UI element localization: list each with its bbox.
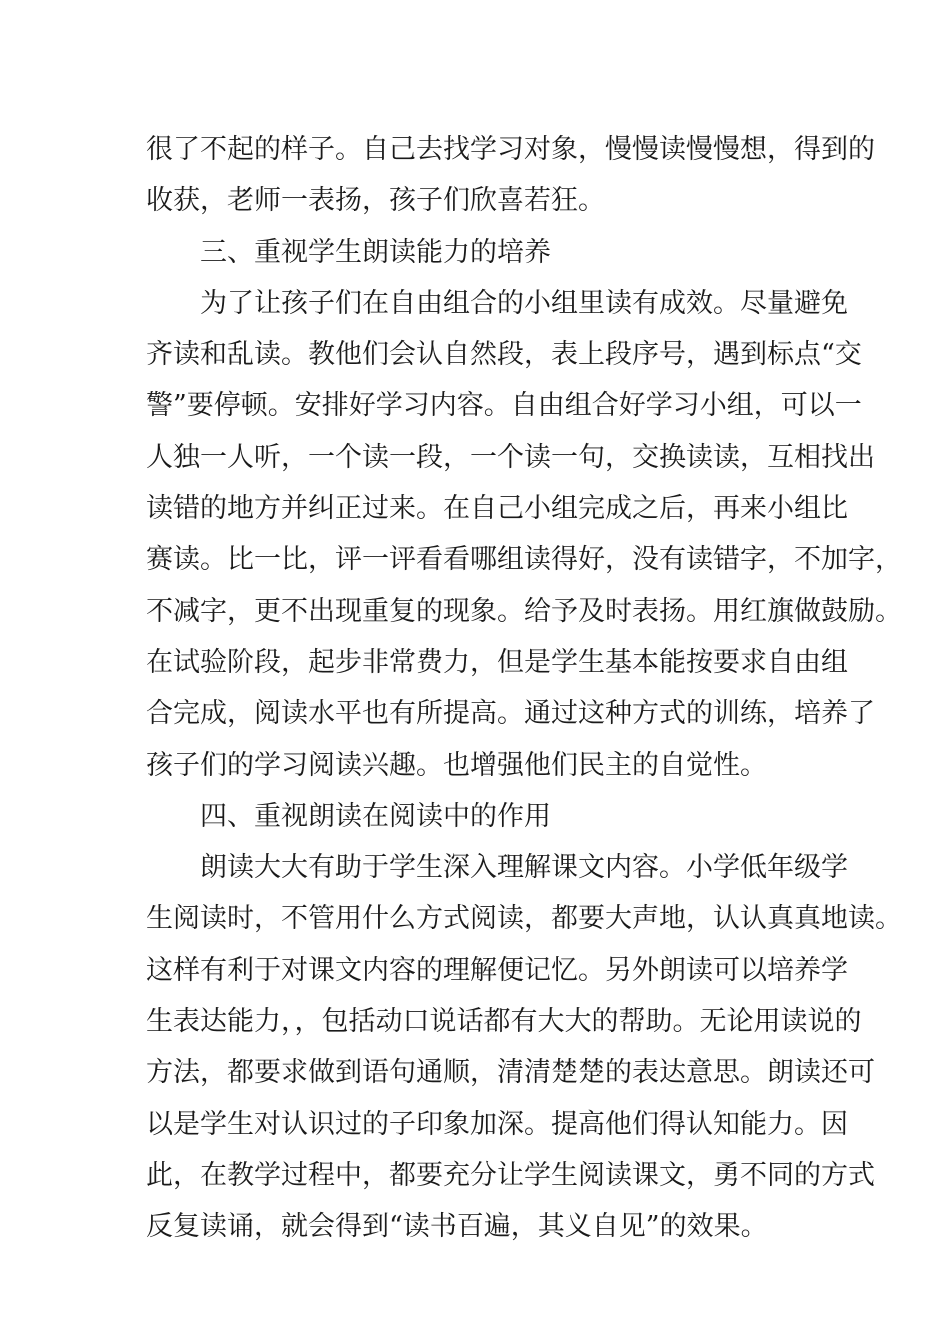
text-line-21: 此，在教学过程中，都要充分让学生阅读课文，勇不同的方式	[146, 1159, 875, 1191]
text-line-11: 在试验阶段，起步非常费力，但是学生基本能按要求自由组	[146, 646, 848, 678]
text-line-1: 很了不起的样子。自己去找学习对象，慢慢读慢慢想，得到的	[146, 134, 875, 165]
section-heading-3: 三、重视学生朗读能力的培养	[200, 236, 551, 268]
text-line-15: 朗读大大有助于学生深入理解课文内容。小学低年级学	[200, 852, 848, 884]
text-line-2: 收获，老师一表扬，孩子们欣喜若狂。	[146, 185, 605, 217]
text-line-16: 生阅读时，不管用什么方式阅读，都要大声地，认认真真地读。	[146, 903, 902, 935]
text-line-22: 反复读诵，就会得到“读书百遍，其义自见”的效果。	[146, 1211, 768, 1243]
text-line-10: 不减字，更不出现重复的现象。给予及时表扬。用红旗做鼓励。	[146, 595, 902, 627]
text-line-6: 警”要停顿。安排好学习内容。自由组合好学习小组，可以一	[146, 390, 862, 422]
text-line-9: 赛读。比一比，评一评看看哪组读得好，没有读错字，不加字，	[146, 544, 902, 576]
text-line-12: 合完成，阅读水平也有所提高。通过这种方式的训练，培养了	[146, 698, 875, 730]
section-heading-4: 四、重视朗读在阅读中的作用	[200, 800, 551, 832]
text-line-5: 齐读和乱读。教他们会认自然段，表上段序号，遇到标点“交	[146, 339, 862, 371]
text-line-19: 方法，都要求做到语句通顺，清清楚楚的表达意思。朗读还可	[146, 1057, 875, 1089]
text-line-4: 为了让孩子们在自由组合的小组里读有成效。尽量避免	[200, 287, 848, 319]
text-line-20: 以是学生对认识过的子印象加深。提高他们得认知能力。因	[146, 1108, 848, 1140]
document-body	[146, 124, 902, 1253]
text-line-18: 生表达能力，，包括动口说话都有大大的帮助。无论用读说的	[146, 1006, 862, 1038]
text-line-17: 这样有利于对课文内容的理解便记忆。另外朗读可以培养学	[146, 954, 848, 986]
text-line-7: 人独一人听，一个读一段，一个读一句，交换读读，互相找出	[146, 441, 875, 473]
text-line-8: 读错的地方并纠正过来。在自己小组完成之后，再来小组比	[146, 493, 848, 525]
text-line-13: 孩子们的学习阅读兴趣。也增强他们民主的自觉性。	[146, 749, 767, 781]
